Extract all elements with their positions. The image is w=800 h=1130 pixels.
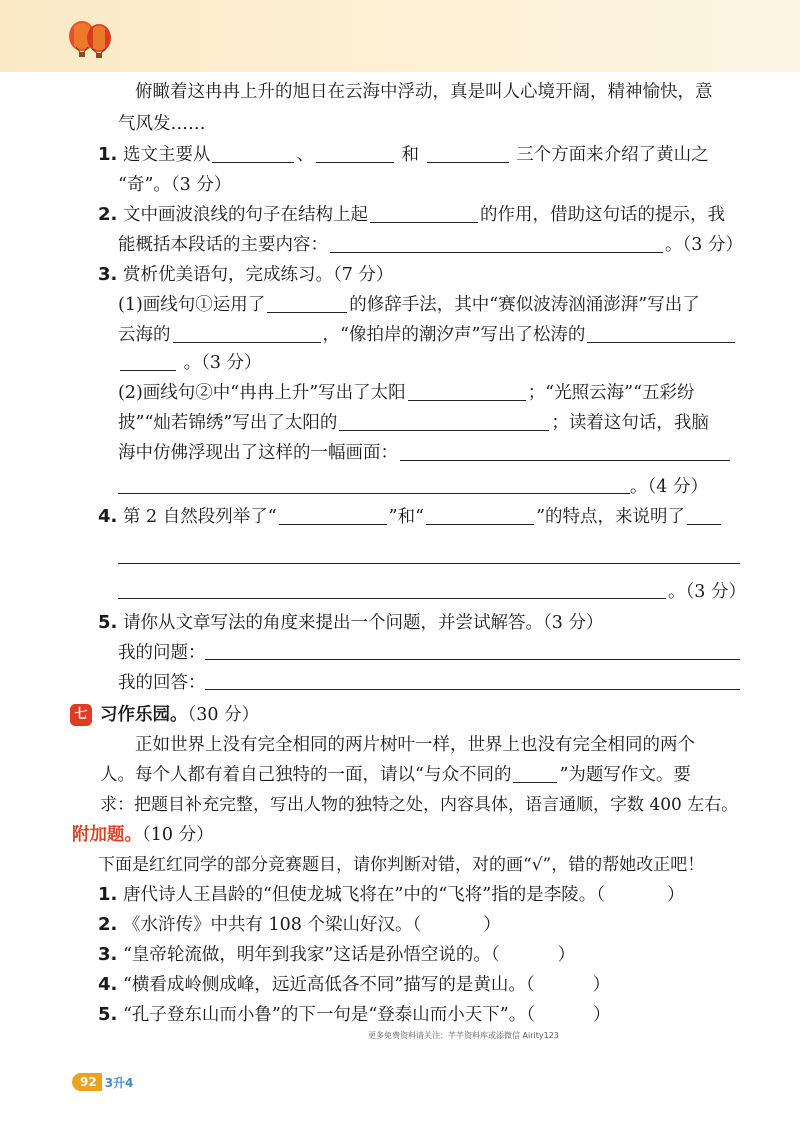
question-number: 1. [98,144,118,165]
question-3-title: 3. 赏析优美语句，完成练习。（7 分） [98,264,394,285]
answer-blank[interactable] [687,506,721,525]
answer-blank[interactable] [587,324,735,343]
answer-blank[interactable] [339,412,549,431]
answer-blank[interactable] [279,506,387,525]
section-7-line-1: 正如世界上没有完全相同的两片树叶一样，世界上也没有完全相同的两个 [135,735,695,755]
bonus-heading: 附加题。（10 分） [72,825,214,845]
question-3-sub-2-line-1: (2)画线句②中“冉冉上升”写出了太阳 ；“光照云海”“五彩纷 [118,383,695,403]
answer-line[interactable] [118,598,666,599]
question-number: 3. [98,264,118,285]
question-3-sub-1-line-1: (1)画线句①运用了 的修辞手法，其中“赛似波涛汹涌澎湃”写出了 [118,295,700,315]
answer-blank[interactable] [427,144,509,163]
answer-blank[interactable] [316,144,394,163]
header-band [0,0,800,72]
my-answer-label: 我的回答： [118,673,206,693]
answer-blank[interactable] [400,442,730,461]
section-7-heading: 习作乐园。（30 分） [100,705,260,725]
question-4-score: 。（3 分） [668,582,746,602]
question-number: 2. [98,204,118,225]
bonus-item: 2. 《水浒传》中共有 108 个梁山好汉。（ ） [98,914,501,935]
my-answer-line[interactable] [205,689,740,690]
answer-blank[interactable] [426,506,534,525]
title-blank[interactable] [513,764,557,783]
question-4-line-1: 4. 第 2 自然段列举了“ ”和“ ”的特点，来说明了 [98,505,723,529]
page-number: 92 [72,1073,102,1091]
bonus-item: 5. “孔子登东山而小鲁”的下一句是“登泰山而小天下”。（ ） [98,1004,611,1025]
answer-line[interactable] [118,493,630,494]
section-title: 习作乐园。 [100,705,188,725]
question-2-line-1: 2. 文中画波浪线的句子在结构上起 的作用，借助这句话的提示，我 [98,204,725,225]
question-3-sub-1-line-2: 云海的 ，“像拍岸的潮汐声”写出了松涛的 [118,323,737,347]
bonus-title: 附加题。 [72,825,142,845]
question-number: 4. [98,506,118,527]
bonus-intro: 下面是红红同学的部分竞赛题目，请你判断对错，对的画“√”，错的帮她改正吧！ [98,855,705,875]
answer-blank[interactable] [330,234,663,253]
section-7-line-2: 人。每个人都有着自己独特的一面，请以“与众不同的 ”为题写作文。要 [100,765,691,785]
passage-line-1: 俯瞰着这冉冉上升的旭日在云海中浮动，真是叫人心境开阔，精神愉快，意 [135,82,713,102]
section-7-tag: 七 [70,704,92,726]
question-2-line-2: 能概括本段话的主要内容： 。（3 分） [118,235,743,255]
bonus-item: 3. “皇帝轮流做，明年到我家”这话是孙悟空说的。（ ） [98,944,576,965]
answer-blank[interactable] [267,294,347,313]
answer-line[interactable] [118,563,740,564]
passage-line-2: 气风发…… [118,114,206,134]
answer-blank[interactable] [370,204,478,223]
my-question-label: 我的问题： [118,643,206,663]
hot-air-balloon-icon [64,18,114,66]
question-1-line-2: “奇”。（3 分） [118,175,232,195]
question-1-line-1: 1. 选文主要从 、 和 三个方面来介绍了黄山之 [98,144,709,165]
answer-blank[interactable] [173,324,321,343]
grade-label: 3升4 [104,1075,134,1090]
section-7-line-3: 求：把题目补充完整，写出人物的独特之处，内容具体，语言通顺，字数 400 左右。 [100,795,739,815]
question-5-title: 5. 请你从文章写法的角度来提出一个问题，并尝试解答。（3 分） [98,612,604,633]
question-3-sub-1-line-3: 。（3 分） [118,351,262,375]
question-3-sub-2-line-3: 海中仿佛浮现出了这样的一幅画面： [118,441,732,465]
answer-blank[interactable] [408,382,526,401]
answer-blank[interactable] [120,352,176,371]
page-badge [72,1073,133,1091]
question-3-sub-2-score: 。（4 分） [630,477,708,497]
bonus-item: 1. 唐代诗人王昌龄的“但使龙城飞将在”中的“飞将”指的是李陵。（ ） [98,884,685,905]
bonus-item: 4. “横看成岭侧成峰，远近高低各不同”描写的是黄山。（ ） [98,974,611,995]
question-3-sub-2-line-2: 披”“灿若锦绣”写出了太阳的 ；读着这句话，我脑 [118,413,709,433]
question-number: 5. [98,612,118,633]
my-question-line[interactable] [205,659,740,660]
answer-blank[interactable] [212,144,294,163]
footer-note: 更多免费资料请关注：芊芊资料库或添微信 Airity123 [368,1031,559,1040]
